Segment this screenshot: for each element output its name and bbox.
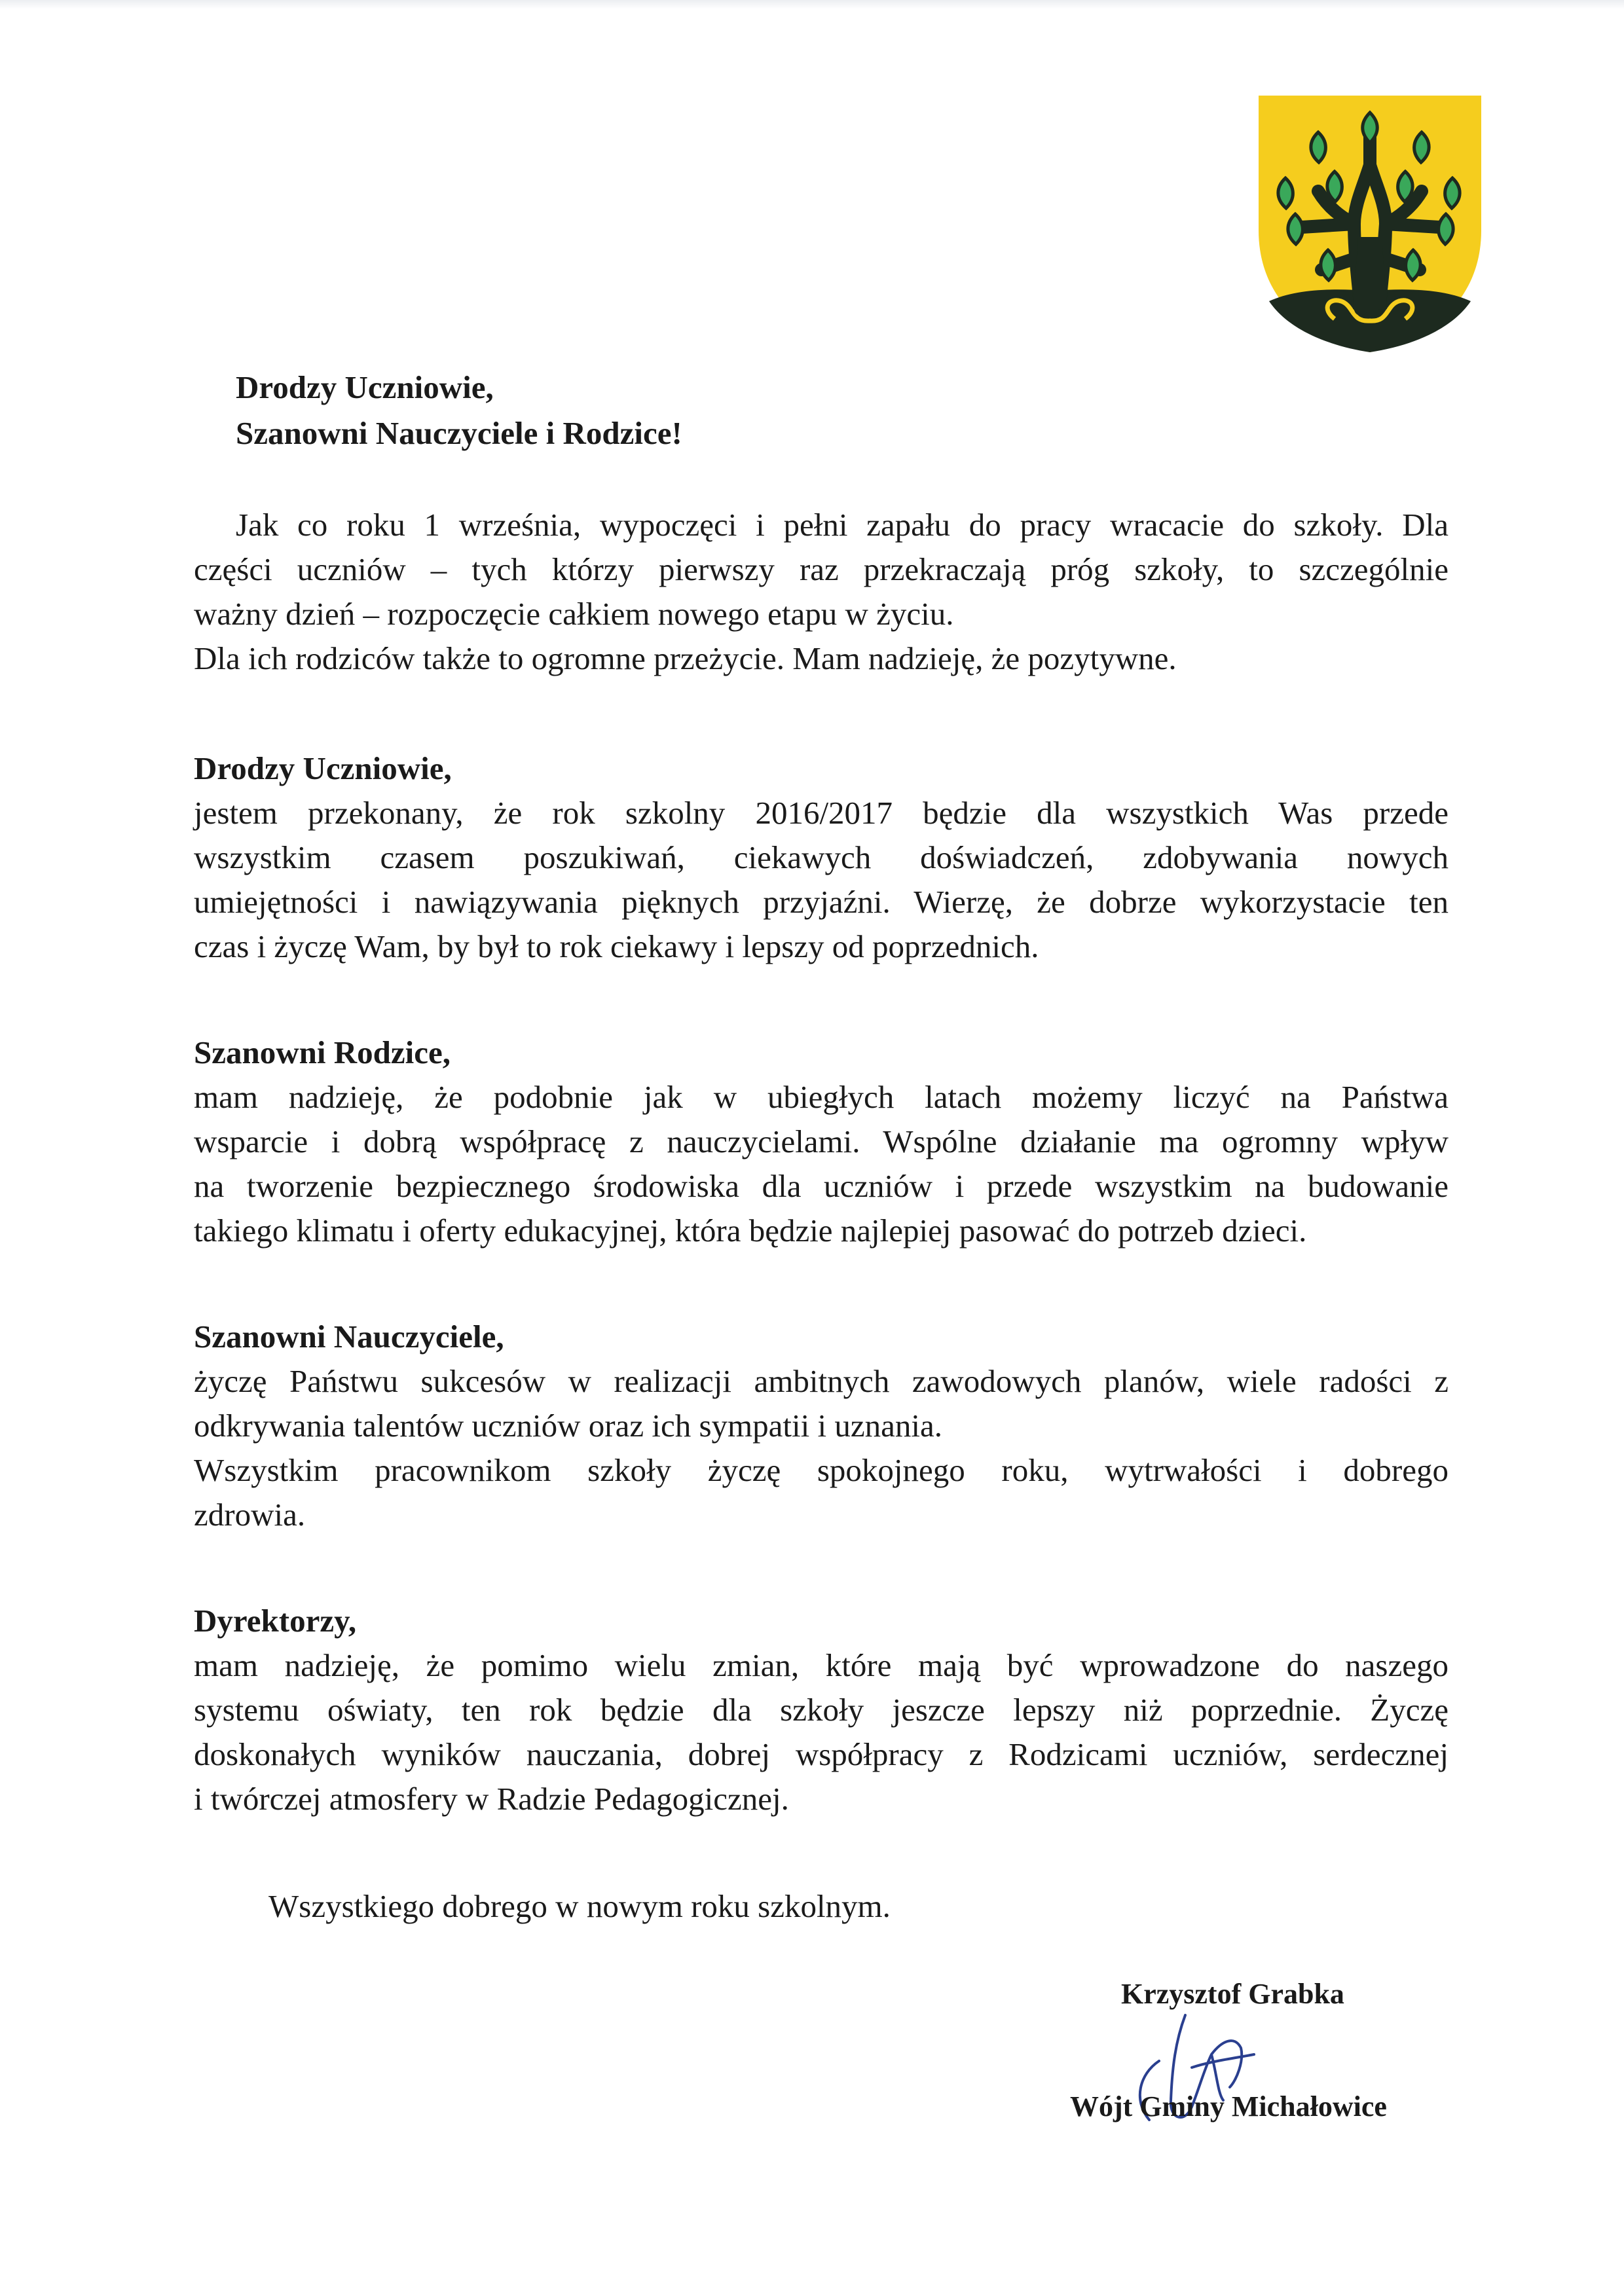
section-line: Wszystkim pracownikom szkoły życzę spokojnego roku, wytrwałości i dobrego — [194, 1452, 1449, 1488]
section-heading: Szanowni Nauczyciele, — [194, 1319, 504, 1355]
closing-wishes: Wszystkiego dobrego w nowym roku szkolnym. — [268, 1888, 891, 1924]
section-line: takiego klimatu i oferty edukacyjnej, która będzie najlepiej pasować do potrzeb dzieci. — [194, 1212, 1307, 1248]
section-line: na tworzenie bezpiecznego środowiska dla uczniów i przede wszystkim na budowanie — [194, 1168, 1449, 1204]
greeting-line-1: Drodzy Uczniowie, — [236, 369, 494, 405]
teachers-section — [194, 1315, 1449, 1537]
parents-section — [194, 1030, 1449, 1253]
section-line: życzę Państwu sukcesów w realizacji ambitnych zawodowych planów, wiele radości z — [194, 1363, 1449, 1399]
section-line: czas i życzę Wam, by był to rok ciekawy i lepszy od poprzednich. — [194, 928, 1039, 964]
section-heading: Dyrektorzy, — [194, 1603, 357, 1639]
section-heading: Szanowni Rodzice, — [194, 1034, 451, 1070]
section-line: mam nadzieję, że podobnie jak w ubiegłych latach możemy liczyć na Państwa — [194, 1079, 1449, 1115]
intro-paragraph — [194, 503, 1449, 681]
section-line: systemu oświaty, ten rok będzie dla szkoły jeszcze lepszy niż poprzednie. Życzę — [194, 1692, 1449, 1728]
intro-line: Dla ich rodziców także to ogromne przeżycie. Mam nadzieję, że pozytywne. — [194, 640, 1177, 676]
section-line: wszystkim czasem poszukiwań, ciekawych doświadczeń, zdobywania nowych — [194, 839, 1449, 875]
directors-section — [194, 1599, 1449, 1821]
section-heading: Drodzy Uczniowie, — [194, 750, 452, 786]
section-line: umiejętności i nawiązywania pięknych przyjaźni. Wierzę, że dobrze wykorzystacie ten — [194, 884, 1449, 920]
coat-of-arms-icon — [1256, 93, 1484, 355]
intro-line: ważny dzień – rozpoczęcie całkiem nowego etapu w życiu. — [194, 596, 954, 632]
section-line: mam nadzieję, że pomimo wielu zmian, które mają być wprowadzone do naszego — [194, 1647, 1449, 1683]
section-line: jestem przekonany, że rok szkolny 2016/2017 będzie dla wszystkich Was przede — [194, 795, 1449, 831]
signatory-title: Wójt Gminy Michałowice — [1070, 2090, 1387, 2123]
greeting-line-2: Szanowni Nauczyciele i Rodzice! — [236, 415, 682, 451]
section-line: i twórczej atmosfery w Radzie Pedagogicznej. — [194, 1781, 789, 1817]
intro-line: części uczniów – tych którzy pierwszy raz przekraczają próg szkoły, to szczególnie — [194, 551, 1449, 587]
intro-line: Jak co roku 1 września, wypoczęci i pełni zapału do pracy wracacie do szkoły. Dla — [236, 507, 1449, 543]
students-section — [194, 746, 1449, 969]
section-line: zdrowia. — [194, 1497, 306, 1533]
section-line: odkrywania talentów uczniów oraz ich sympatii i uznania. — [194, 1408, 942, 1444]
section-line: wsparcie i dobrą współpracę z nauczycielami. Wspólne działanie ma ogromny wpływ — [194, 1123, 1449, 1159]
signatory-name: Krzysztof Grabka — [1121, 1978, 1344, 2010]
section-line: doskonałych wyników nauczania, dobrej współpracy z Rodzicami uczniów, serdecznej — [194, 1736, 1449, 1772]
scan-edge — [0, 0, 1624, 9]
